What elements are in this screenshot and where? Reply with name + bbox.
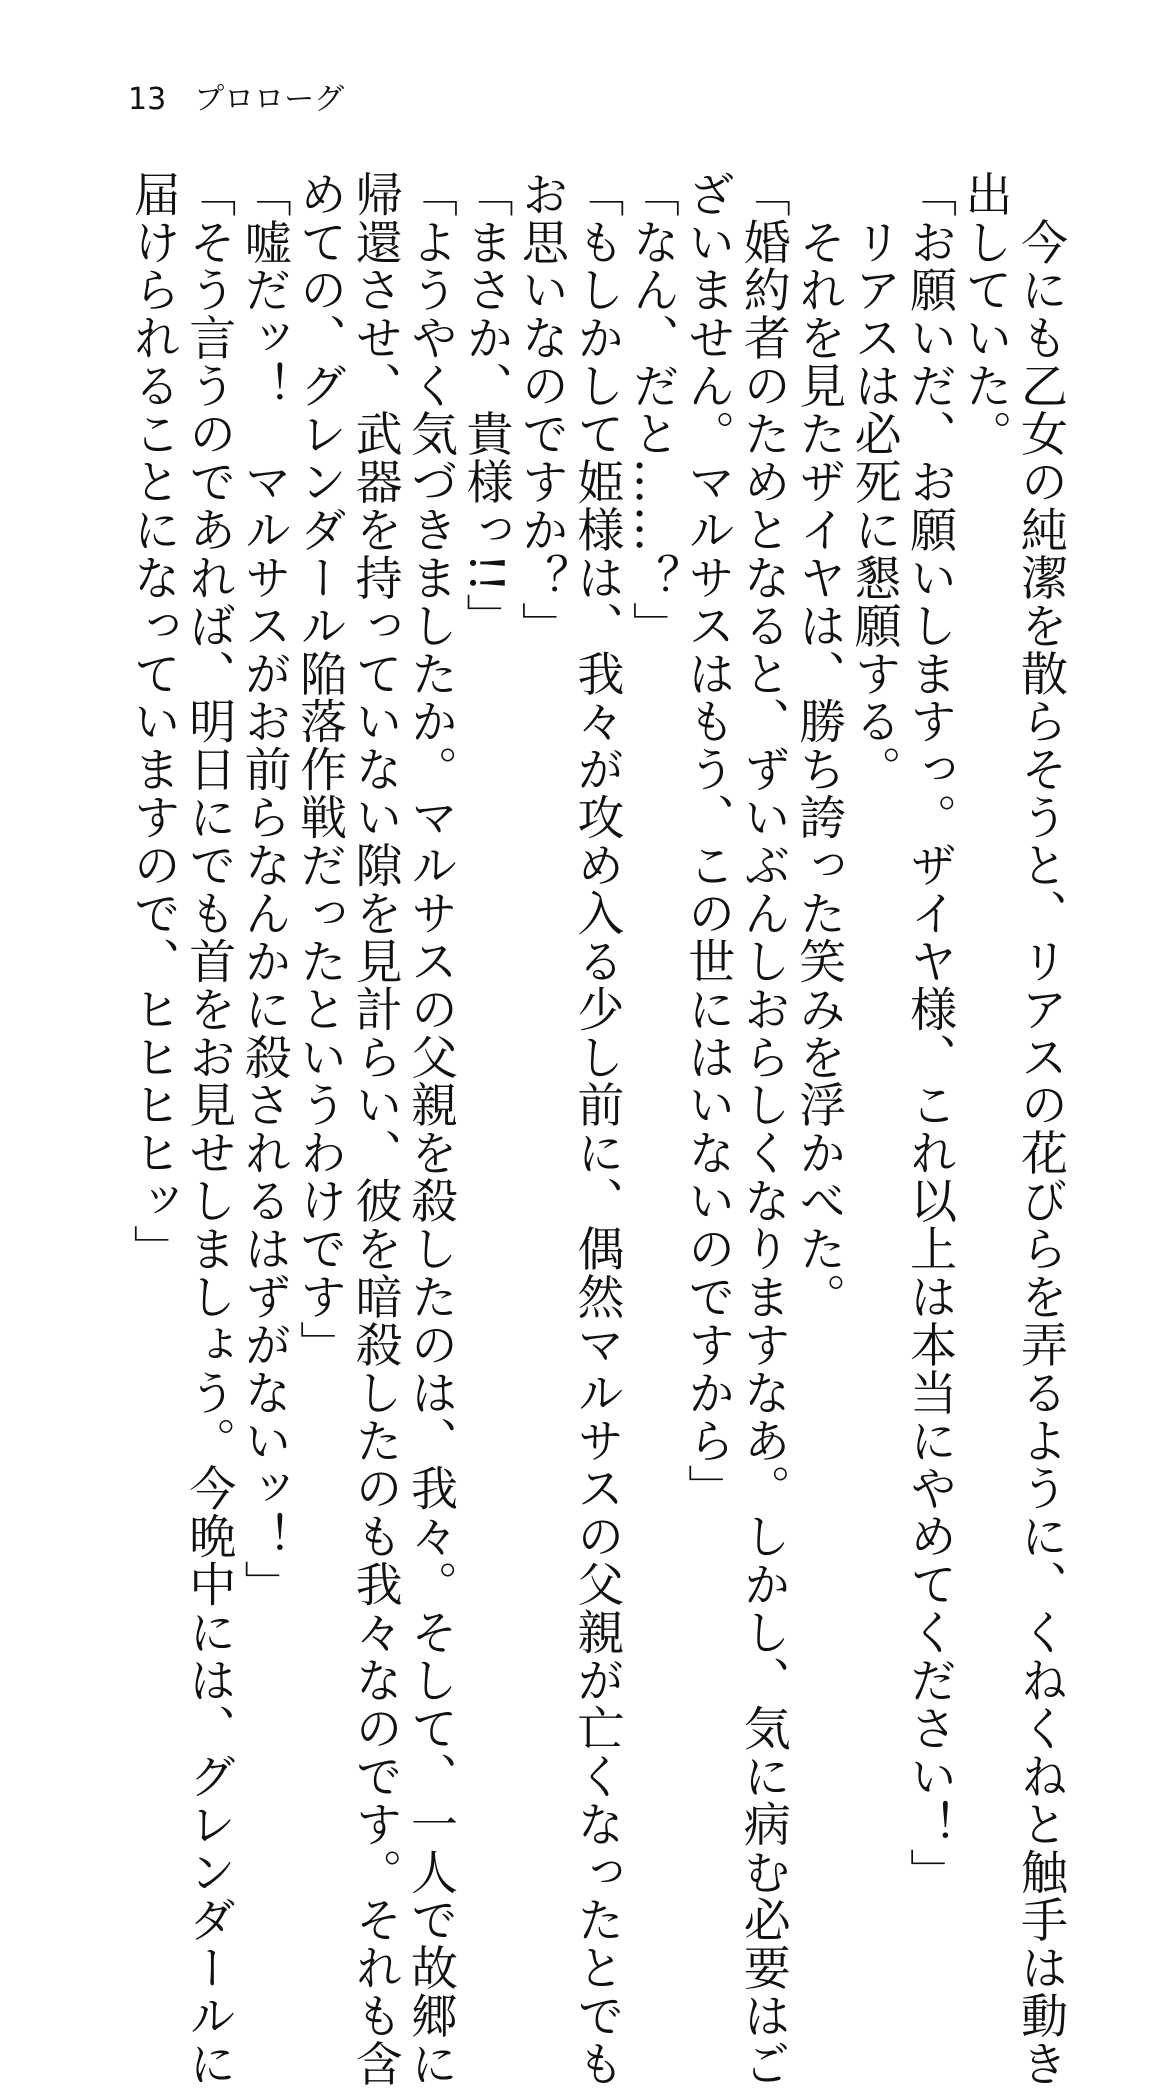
text-line-6: 「婚約者のためとなると、ずいぶんしおらしくなりますなあ。しかし、気に病む必要はご: [735, 170, 791, 2088]
text-line-3: 「お願いだ、お願いしますっ。ザイヤ様、これ以上は本当にやめてください！」: [902, 170, 958, 1896]
text-line-13: 帰還させ、武器を持っていない隙を見計らい、彼を暗殺したのも我々なのです。それも含: [347, 170, 403, 2088]
text-line-14: めての、グレンダール陥落作戦だったというわけです」: [292, 170, 348, 1369]
text-line-17: 届けられることになっていますので、ヒヒヒヒッ」: [125, 170, 181, 1273]
text-line-11: 「まさか、貴様っ!!」: [458, 170, 514, 642]
text-line-12: 「ようやく気づきましたか。マルサスの父親を殺したのは、我々。そして、一人で故郷に: [403, 170, 459, 2088]
text-line-15: 「嘘だッ！ マルサスがお前らなんかに殺されるはずがないッ！」: [236, 170, 292, 1609]
text-line-2: 出していた。: [957, 170, 1013, 458]
running-header: [128, 74, 345, 117]
text-line-9: 「もしかして姫様は、我々が攻め入る少し前に、偶然マルサスの父親が亡くなったとでも: [569, 170, 625, 2088]
text-line-4: リアスは必死に懇願する。: [846, 170, 902, 794]
text-line-10: お思いなのですか？」: [513, 170, 569, 650]
text-line-16: 「そう言うのであれば、明日にでも首をお見せしましょう。今晩中には、グレンダールに: [181, 170, 237, 2088]
text-line-7: ざいません。マルサスはもう、この世にはいないのですから」: [680, 170, 736, 1513]
vertical-text-body: [118, 170, 1068, 2088]
page-number: 13: [128, 82, 167, 117]
text-line-1: 今にも乙女の純潔を散らそうと、リアスの花びらを弄るように、くねくねと触手は動き: [1013, 170, 1068, 2088]
text-line-8: 「なん、だと……？」: [624, 170, 680, 650]
text-line-5: それを見たザイヤは、勝ち誇った笑みを浮かべた。: [791, 170, 847, 1321]
chapter-title: プロローグ: [194, 82, 345, 117]
